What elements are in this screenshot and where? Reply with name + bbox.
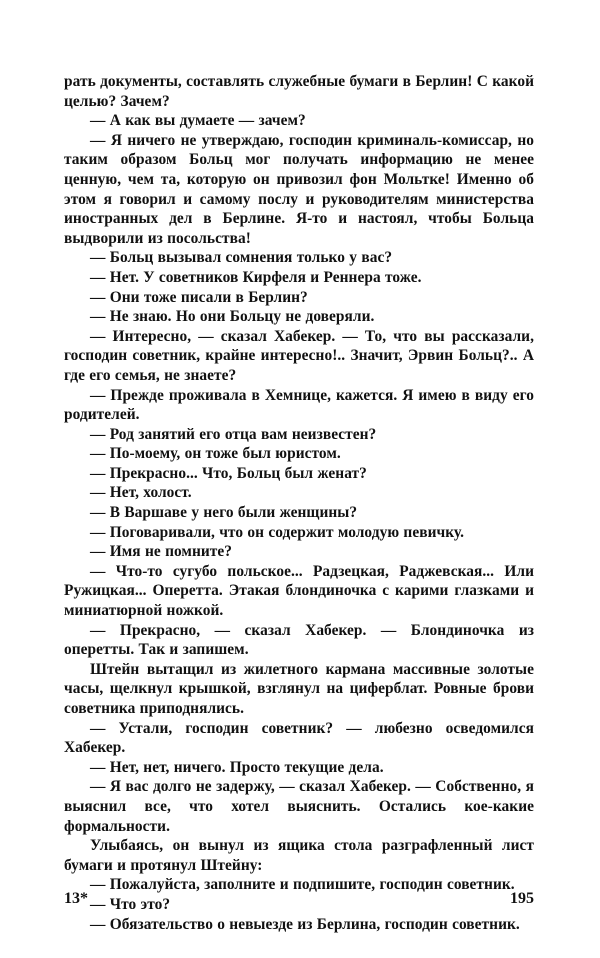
paragraph-12: — Прекрасно... Что, Больц был женат? [90, 464, 367, 482]
page-number: 195 [510, 890, 534, 907]
signature-mark: 13* [64, 890, 88, 907]
paragraph-20: — Устали, господин советник? — любезно осведомился Хабекер. [64, 719, 534, 757]
paragraph-23: Улыбаясь, он вынул из ящика стола разграфленный лист бумаги и протянул Штейну: [64, 837, 534, 874]
paragraph-14: — В Варшаве у него были женщины? [90, 504, 358, 522]
paragraph-5: — Нет. У советников Кирфеля и Реннера тоже. [90, 268, 422, 286]
paragraph-11: — По-моему, он тоже был юристом. [90, 445, 341, 463]
paragraph-22: — Я вас долго не задержу, — сказал Хабекер. — Собственно, я выяснил все, что хотел выяснить. Остались кое-какие формальности. [64, 778, 534, 835]
paragraph-24: — Пожалуйста, заполните и подпишите, господин советник. [90, 876, 515, 894]
paragraph-3: — Я ничего не утверждаю, господин криминаль-комиссар, но таким образом Больц мог получать информацию не менее ценную, чем та, которую он привозил фон Мольтке! Именно об этом я говорил и самому послу и руководителям министерства иностранных дел в Берлине. Я-то и настоял, чтобы Больца выдворили из посольства! [64, 131, 534, 247]
paragraph-19: Штейн вытащил из жилетного кармана массивные золотые часы, щелкнул крышкой, взглянул на циферблат. Ровные брови советника приподнялись. [64, 660, 534, 717]
paragraph-4: — Больц вызывал сомнения только у вас? [90, 249, 393, 267]
paragraph-26: — Обязательство о невыезде из Берлина, господин советник. [90, 915, 520, 933]
paragraph-10: — Род занятий его отца вам неизвестен? [90, 425, 377, 443]
paragraph-17: — Что-то сугубо польское... Радзецкая, Раджевская... Или Ружицкая... Оперетта. Этакая блондиночка с карими глазками и миниатюрной ножкой. [64, 562, 534, 620]
page-footer [64, 890, 534, 914]
paragraph-6: — Они тоже писали в Берлин? [90, 288, 308, 306]
paragraph-9: — Прежде проживала в Хемнице, кажется. Я имею в виду его родителей. [64, 386, 534, 424]
paragraph-1: рать документы, составлять служебные бумаги в Берлин! С какой целью? Зачем? [64, 73, 534, 110]
paragraph-7: — Не знаю. Но они Больцу не доверяли. [90, 308, 375, 326]
paragraph-13: — Нет, холост. [90, 484, 192, 502]
paragraph-18: — Прекрасно, — сказал Хабекер. — Блондиночка из оперетты. Так и запишем. [64, 621, 534, 659]
paragraph-25: — Что это? [90, 895, 171, 913]
paragraph-8: — Интересно, — сказал Хабекер. — То, что вы рассказали, господин советник, крайне интересно!.. Значит, Эрвин Больц?.. А где его семья, не знаете? [64, 327, 534, 384]
paragraph-2: — А как вы думаете — зачем? [90, 112, 306, 130]
page-text-block [64, 72, 534, 934]
paragraph-21: — Нет, нет, ничего. Просто текущие дела. [90, 758, 384, 776]
paragraph-15: — Поговаривали, что он содержит молодую певичку. [90, 523, 465, 541]
paragraph-16: — Имя не помните? [90, 543, 233, 561]
